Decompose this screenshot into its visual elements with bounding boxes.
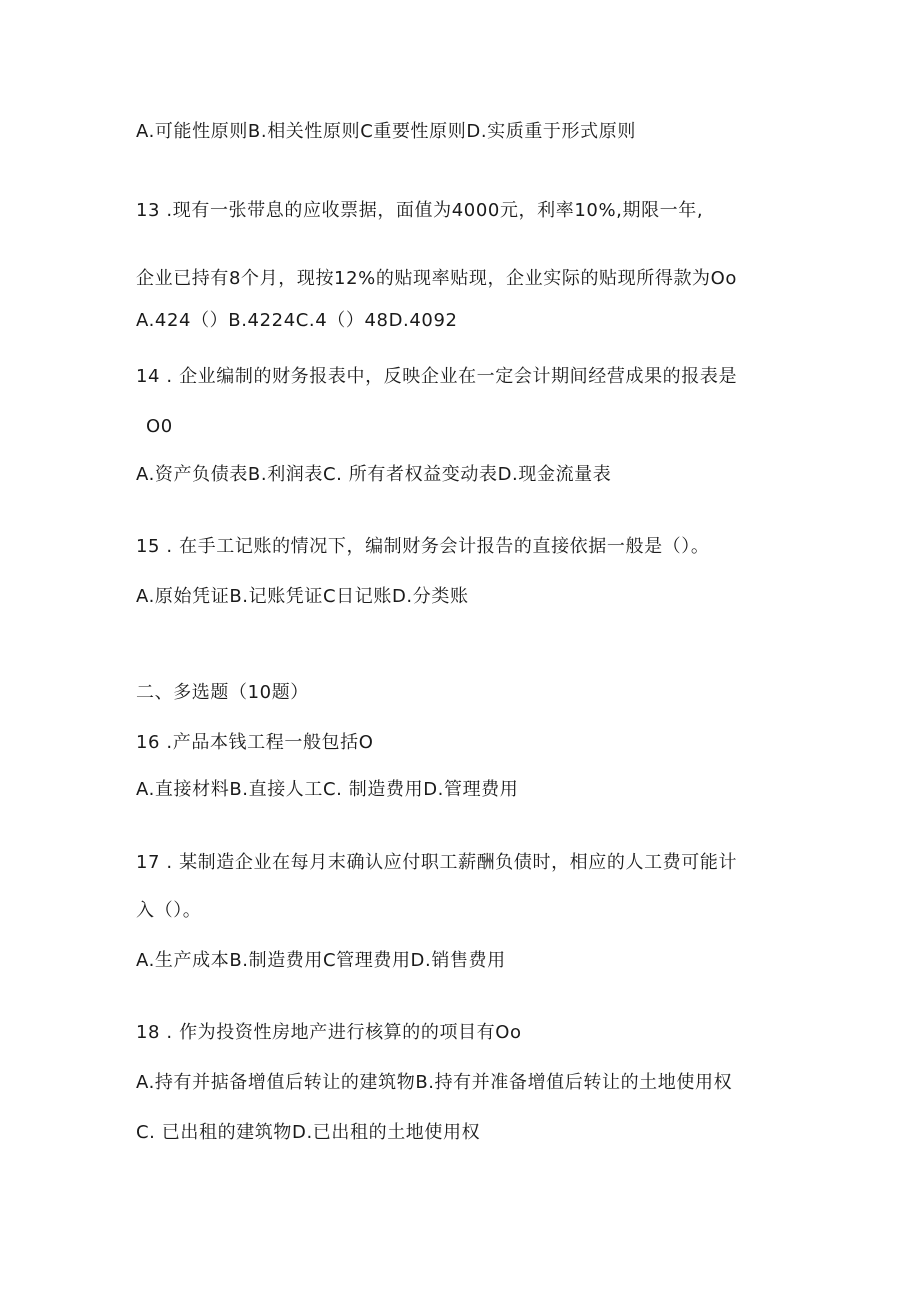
q18-stem: 18 . 作为投资性房地产进行核算的的项目有Oo bbox=[136, 1022, 522, 1043]
q13-options: A.424（）B.4224C.4（）48D.4092 bbox=[136, 310, 458, 331]
q13-stem-line1: 13 .现有一张带息的应收票据，面值为4000元，利率10%,期限一年, bbox=[136, 200, 704, 221]
q18-options-line2: C. 已出租的建筑物D.已出租的土地使用权 bbox=[136, 1122, 481, 1143]
q16-options: A.直接材料B.直接人工C. 制造费用D.管理费用 bbox=[136, 779, 519, 800]
q14-options: A.资产负债表B.利润表C. 所有者权益变动表D.现金流量表 bbox=[136, 464, 612, 485]
q14-stem-line2: O0 bbox=[146, 416, 173, 437]
q13-stem-line2: 企业已持有8个月，现按12%的贴现率贴现，企业实际的贴现所得款为Oo bbox=[136, 268, 738, 289]
q17-stem-line1: 17 . 某制造企业在每月末确认应付职工薪酬负债时，相应的人工费可能计 bbox=[136, 852, 738, 873]
q15-options: A.原始凭证B.记账凭证C日记账D.分类账 bbox=[136, 586, 469, 607]
q18-options-line1: A.持有并掂备增值后转让的建筑物B.持有并准备增值后转让的土地使用权 bbox=[136, 1072, 733, 1093]
section-heading: 二、多选题（10题） bbox=[136, 682, 309, 703]
q14-stem-line1: 14 . 企业编制的财务报表中，反映企业在一定会计期间经营成果的报表是 bbox=[136, 366, 738, 387]
q17-stem-line2: 入（）。 bbox=[136, 900, 202, 921]
q17-options: A.生产成本B.制造费用C管理费用D.销售费用 bbox=[136, 950, 506, 971]
q12-options: A.可能性原则B.相关性原则C重要性原则D.实质重于形式原则 bbox=[136, 121, 636, 142]
q16-stem: 16 .产品本钱工程一般包括O bbox=[136, 732, 374, 753]
q15-stem: 15 . 在手工记账的情况下，编制财务会计报告的直接依据一般是（）。 bbox=[136, 536, 710, 557]
